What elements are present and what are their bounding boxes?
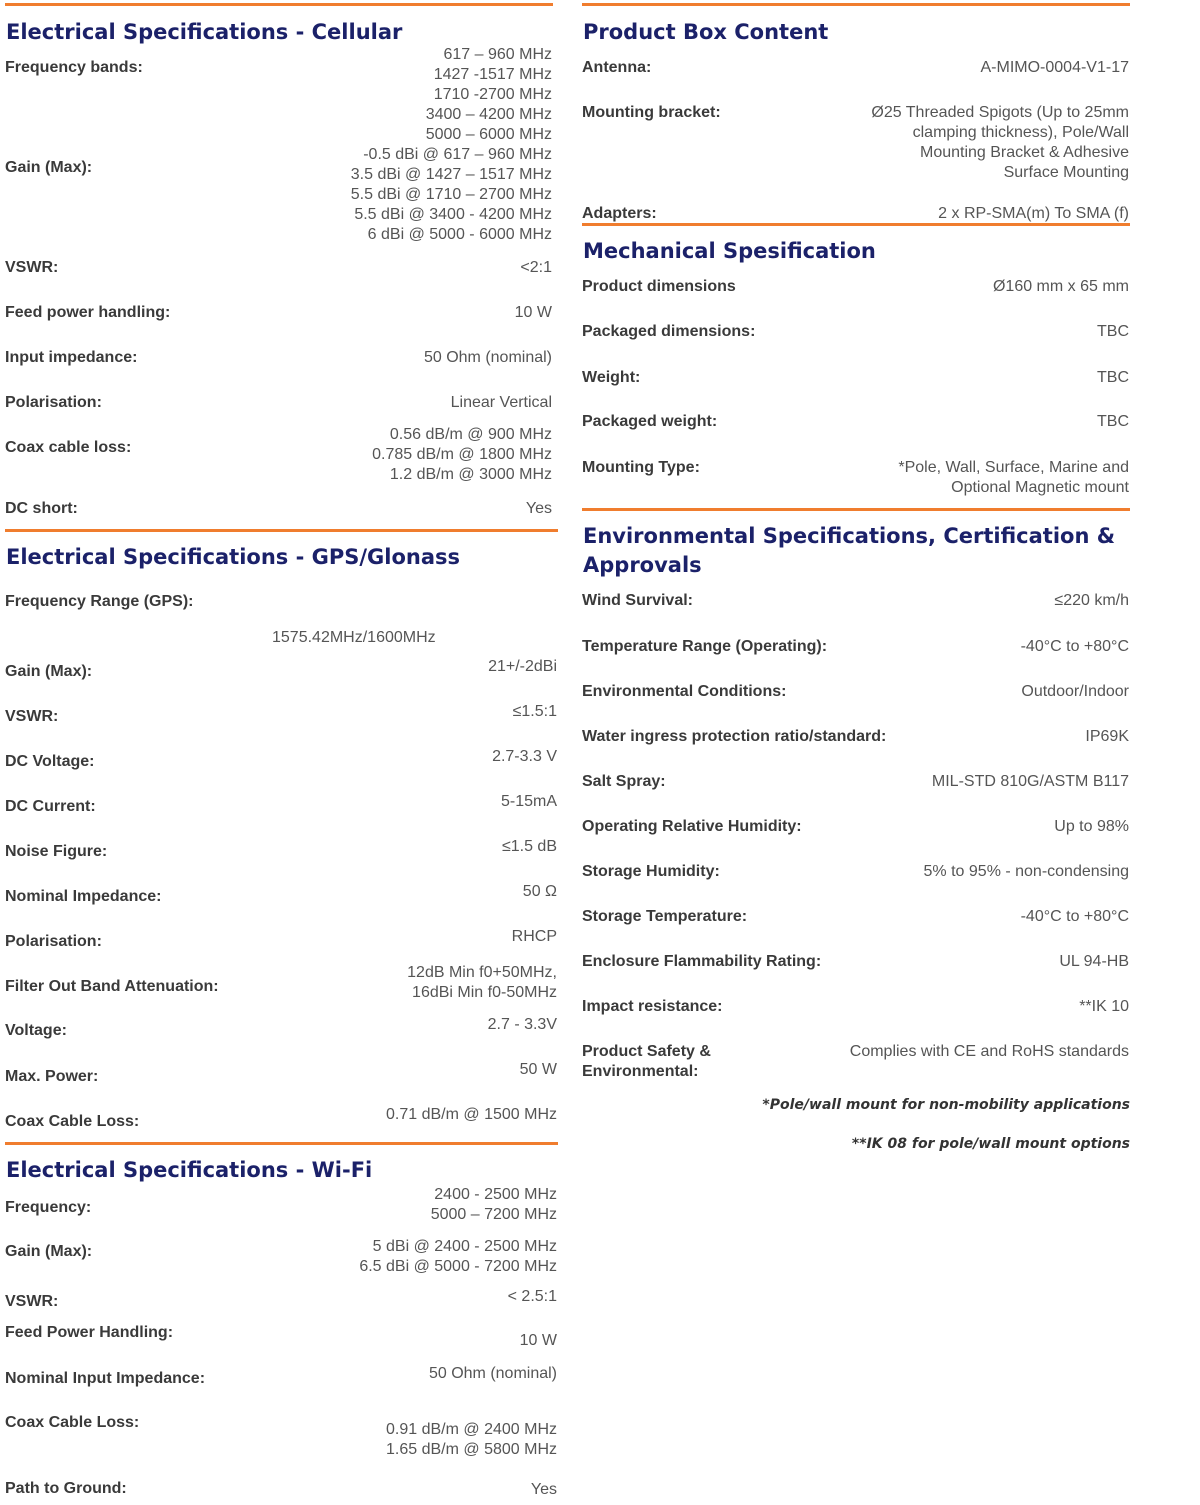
- spec-label: Product Safety & Environmental:: [582, 1043, 711, 1080]
- spec-label: Input impedance:: [5, 349, 138, 366]
- spec-value: Yes: [530, 1481, 557, 1498]
- spec-label: Temperature Range (Operating):: [582, 638, 828, 655]
- spec-value: TBC: [1097, 369, 1129, 386]
- spec-value: 2.7 - 3.3V: [487, 1016, 557, 1033]
- spec-label: Filter Out Band Attenuation:: [5, 978, 219, 995]
- section-rule: [582, 508, 1130, 511]
- spec-value: 10 W: [514, 304, 552, 321]
- spec-value: 2400 - 2500 MHz 5000 – 7200 MHz: [430, 1186, 557, 1223]
- spec-label: Weight:: [582, 369, 641, 386]
- spec-label: VSWR:: [5, 259, 59, 276]
- spec-value: 5% to 95% - non-condensing: [923, 863, 1129, 880]
- spec-value: ≤1.5 dB: [501, 838, 557, 855]
- spec-value: ≤1.5:1: [512, 703, 557, 720]
- spec-label: VSWR:: [5, 1293, 59, 1310]
- spec-value: Yes: [525, 500, 552, 517]
- spec-value: -40°C to +80°C: [1020, 638, 1129, 655]
- footnote: *Pole/wall mount for non-mobility applications: [762, 1097, 1130, 1113]
- spec-label: Antenna:: [582, 59, 652, 76]
- spec-label: VSWR:: [5, 708, 59, 725]
- spec-value: 50 Ohm (nominal): [428, 1365, 557, 1382]
- spec-label: Max. Power:: [5, 1068, 99, 1085]
- spec-label: Polarisation:: [5, 394, 102, 411]
- spec-label: Noise Figure:: [5, 843, 108, 860]
- spec-label: DC short:: [5, 500, 78, 517]
- spec-label: Product dimensions: [582, 278, 736, 295]
- spec-value: 50 W: [519, 1061, 557, 1078]
- spec-label: Coax Cable Loss:: [5, 1113, 140, 1130]
- section-title-cellular: Electrical Specifications - Cellular: [6, 20, 403, 44]
- spec-label: DC Voltage:: [5, 753, 95, 770]
- spec-value: **IK 10: [1079, 998, 1129, 1015]
- spec-value: 2.7-3.3 V: [492, 748, 557, 765]
- spec-value: TBC: [1097, 323, 1129, 340]
- spec-label: DC Current:: [5, 798, 96, 815]
- spec-label: Packaged dimensions:: [582, 323, 756, 340]
- spec-value: <2:1: [520, 259, 552, 276]
- spec-value: 12dB Min f0+50MHz, 16dBi Min f0-50MHz: [407, 964, 557, 1001]
- spec-label: Gain (Max):: [5, 1243, 93, 1260]
- spec-label: Storage Humidity:: [582, 863, 720, 880]
- spec-label: Mounting Type:: [582, 459, 700, 476]
- spec-value: Complies with CE and RoHS standards: [849, 1043, 1129, 1060]
- section-title-mechanical: Mechanical Spesification: [583, 239, 876, 263]
- spec-value: *Pole, Wall, Surface, Marine and Optional Magnetic mount: [898, 459, 1129, 496]
- spec-label: Feed power handling:: [5, 304, 171, 321]
- section-rule: [5, 3, 553, 6]
- spec-label: Adapters:: [582, 205, 657, 222]
- spec-label: Voltage:: [5, 1022, 67, 1039]
- section-rule: [582, 3, 1130, 6]
- spec-value: -0.5 dBi @ 617 – 960 MHz 3.5 dBi @ 1427 – 1517 MHz 5.5 dBi @ 1710 – 2700 MHz 5.5 dBi @ 3400 - 4200 MHz 6 dBi @ 5000 - 6000 MHz: [350, 146, 552, 243]
- spec-label: Nominal Impedance:: [5, 888, 162, 905]
- spec-label: Wind Survival:: [582, 592, 693, 609]
- spec-label: Gain (Max):: [5, 663, 93, 680]
- spec-value: MIL-STD 810G/ASTM B117: [931, 773, 1129, 790]
- spec-label: Gain (Max):: [5, 159, 93, 176]
- spec-value: 50 Ohm (nominal): [423, 349, 552, 366]
- spec-label: Coax Cable Loss:: [5, 1414, 140, 1431]
- spec-label: Feed Power Handling:: [5, 1324, 174, 1341]
- section-rule: [582, 223, 1130, 226]
- spec-value: 10 W: [519, 1332, 557, 1349]
- spec-label: Coax cable loss:: [5, 439, 132, 456]
- spec-label: Path to Ground:: [5, 1480, 127, 1497]
- spec-label: Environmental Conditions:: [582, 683, 787, 700]
- spec-label: Packaged weight:: [582, 413, 718, 430]
- spec-label: Frequency bands:: [5, 59, 143, 76]
- spec-label: Impact resistance:: [582, 998, 723, 1015]
- section-title-environmental: Environmental Specifications, Certification & Approvals: [583, 524, 1116, 577]
- spec-value: RHCP: [511, 928, 557, 945]
- spec-value: 1575.42MHz/1600MHz: [272, 629, 436, 646]
- spec-value: < 2.5:1: [507, 1288, 557, 1305]
- section-title-wifi: Electrical Specifications - Wi-Fi: [6, 1158, 373, 1182]
- section-title-box: Product Box Content: [583, 20, 829, 44]
- spec-value: 0.71 dB/m @ 1500 MHz: [386, 1106, 557, 1123]
- spec-label: Frequency Range (GPS):: [5, 593, 194, 610]
- spec-value: 2 x RP-SMA(m) To SMA (f): [938, 205, 1129, 222]
- spec-value: ≤220 km/h: [1054, 592, 1129, 609]
- section-title-gps: Electrical Specifications - GPS/Glonass: [6, 545, 461, 569]
- spec-value: 21+/-2dBi: [488, 658, 557, 675]
- spec-value: 5 dBi @ 2400 - 2500 MHz 6.5 dBi @ 5000 - 7200 MHz: [359, 1238, 557, 1275]
- spec-value: 617 – 960 MHz 1427 -1517 MHz 1710 -2700 MHz 3400 – 4200 MHz 5000 – 6000 MHz: [425, 46, 552, 143]
- spec-value: 5-15mA: [500, 793, 557, 810]
- footnote: **IK 08 for pole/wall mount options: [851, 1136, 1130, 1152]
- spec-label: Polarisation:: [5, 933, 102, 950]
- spec-label: Water ingress protection ratio/standard:: [582, 728, 887, 745]
- spec-value: 0.56 dB/m @ 900 MHz 0.785 dB/m @ 1800 MHz 1.2 dB/m @ 3000 MHz: [372, 426, 552, 483]
- spec-label: Mounting bracket:: [582, 104, 721, 121]
- spec-value: 50 Ω: [522, 883, 557, 900]
- spec-label: Operating Relative Humidity:: [582, 818, 802, 835]
- spec-value: TBC: [1097, 413, 1129, 430]
- section-rule: [5, 1142, 558, 1145]
- spec-value: Ø25 Threaded Spigots (Up to 25mm clamping thickness), Pole/Wall Mounting Bracket & Adhesive Surface Mounting: [871, 104, 1129, 181]
- spec-value: UL 94-HB: [1059, 953, 1129, 970]
- spec-value: IP69K: [1085, 728, 1129, 745]
- spec-value: Linear Vertical: [450, 394, 552, 411]
- spec-value: Ø160 mm x 65 mm: [992, 278, 1129, 295]
- spec-value: Up to 98%: [1054, 818, 1129, 835]
- spec-value: 0.91 dB/m @ 2400 MHz 1.65 dB/m @ 5800 MHz: [386, 1421, 557, 1458]
- spec-value: -40°C to +80°C: [1020, 908, 1129, 925]
- spec-label: Nominal Input Impedance:: [5, 1370, 206, 1387]
- spec-value: A-MIMO-0004-V1-17: [980, 59, 1129, 76]
- spec-label: Enclosure Flammability Rating:: [582, 953, 822, 970]
- spec-label: Salt Spray:: [582, 773, 666, 790]
- spec-label: Frequency:: [5, 1199, 92, 1216]
- spec-value: Outdoor/Indoor: [1021, 683, 1129, 700]
- section-rule: [5, 529, 558, 532]
- spec-label: Storage Temperature:: [582, 908, 748, 925]
